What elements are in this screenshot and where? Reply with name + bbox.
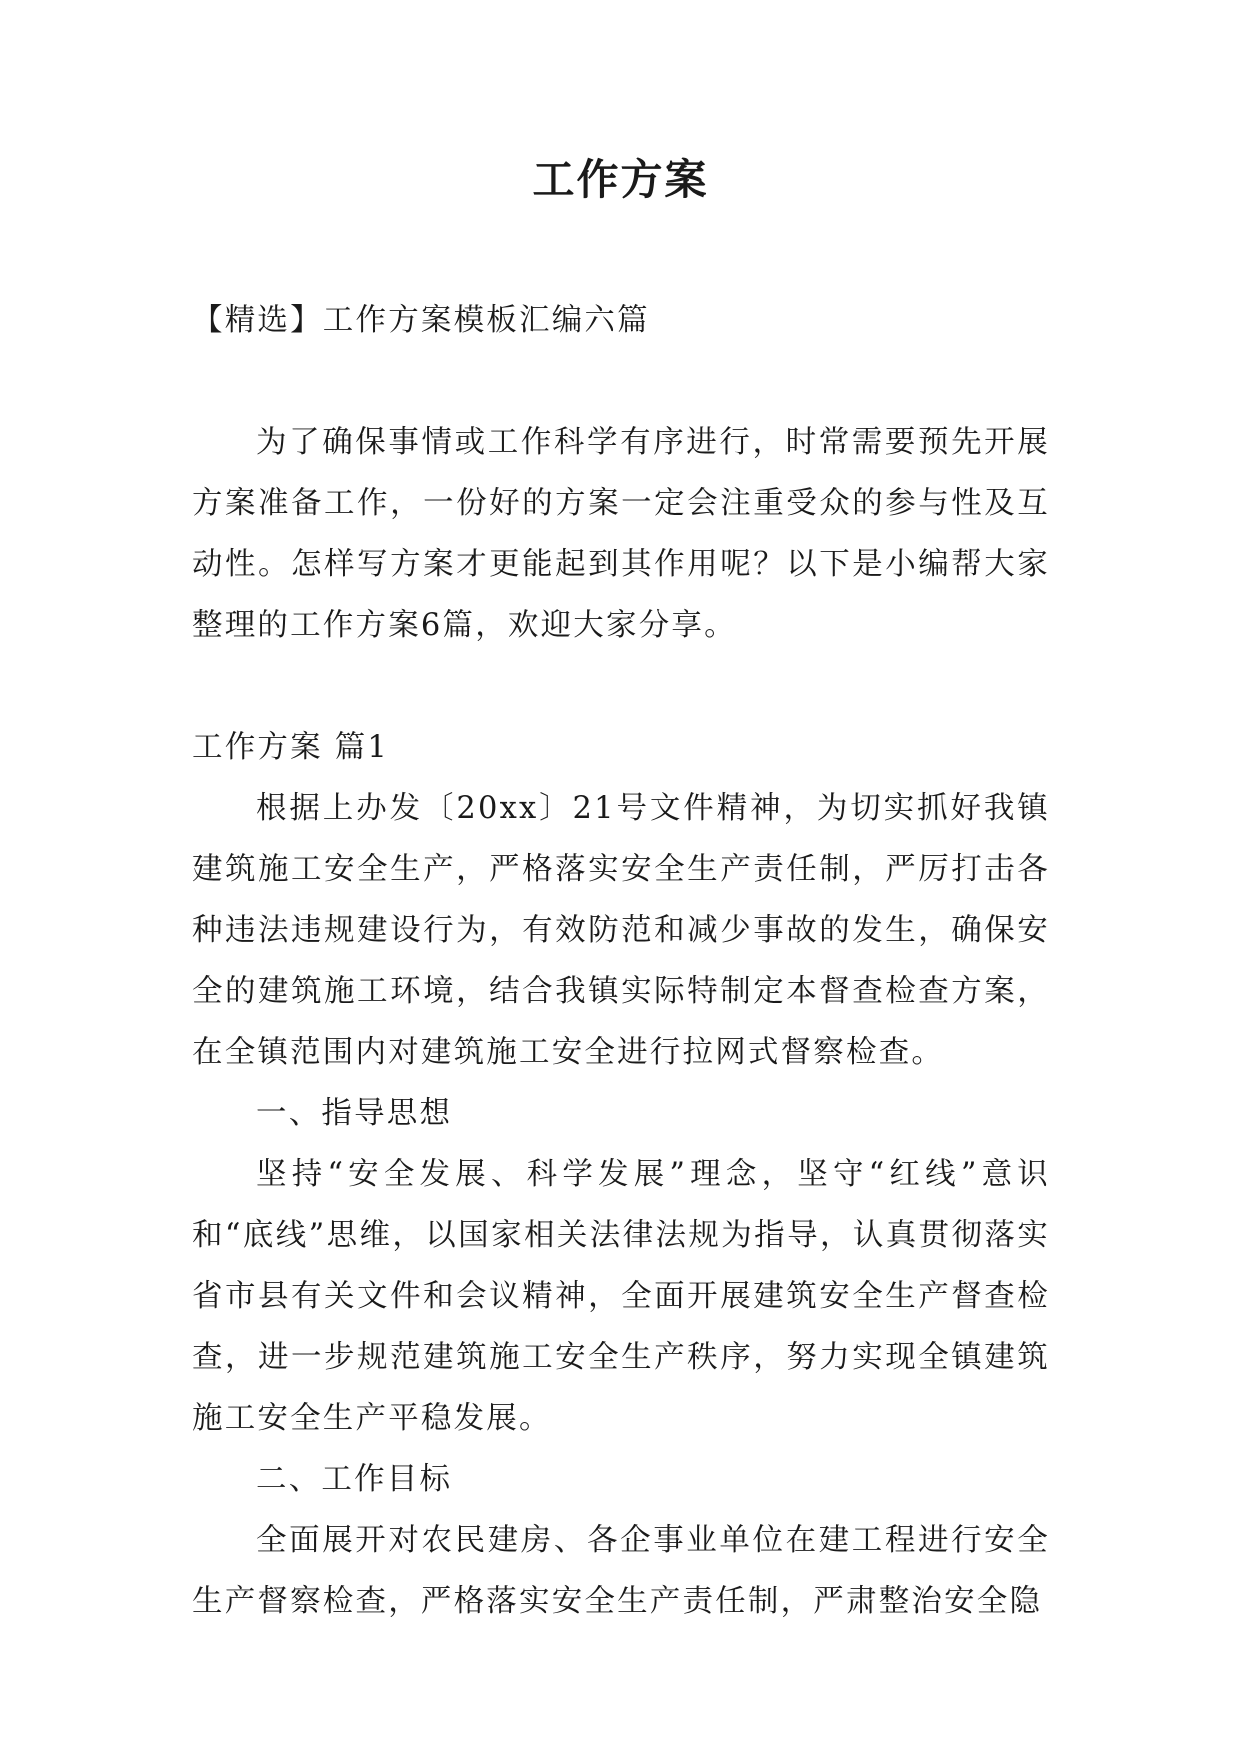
goal-paragraph: 全面展开对农民建房、各企事业单位在建工程进行安全生产督察检查，严格落实安全生产责任制，严肃整治安全隐 (192, 1523, 1050, 1619)
document-title: 工作方案 (532, 155, 709, 204)
section-heading: 工作方案 篇1 (192, 730, 389, 765)
guiding-paragraph: 坚持“安全发展、科学发展”理念，坚守“红线”意识和“底线”思维，以国家相关法律法规为指导，认真贯彻落实省市县有关文件和会议精神，全面开展建筑安全生产督查检查，进一步规范建筑施工安全生产秩序，努力实现全镇建筑施工安全生产平稳发展。 (192, 1157, 1050, 1436)
document-subtitle: 【精选】工作方案模板汇编六篇 (192, 303, 650, 338)
section-paragraph: 根据上办发〔20xx〕21号文件精神，为切实抓好我镇建筑施工安全生产，严格落实安全生产责任制，严厉打击各种违法违规建设行为，有效防范和减少事故的发生，确保安全的建筑施工环境，结合我镇实际特制定本督查检查方案，在全镇范围内对建筑施工安全进行拉网式督察检查。 (192, 791, 1050, 1070)
subsection-heading-goal: 二、工作目标 (256, 1462, 453, 1497)
subsection-heading-guiding: 一、指导思想 (256, 1096, 453, 1131)
document-body (192, 290, 1050, 1632)
intro-paragraph: 为了确保事情或工作科学有序进行，时常需要预先开展方案准备工作，一份好的方案一定会注重受众的参与性及互动性。怎样写方案才更能起到其作用呢？以下是小编帮大家整理的工作方案6篇，欢迎大家分享。 (192, 425, 1050, 643)
